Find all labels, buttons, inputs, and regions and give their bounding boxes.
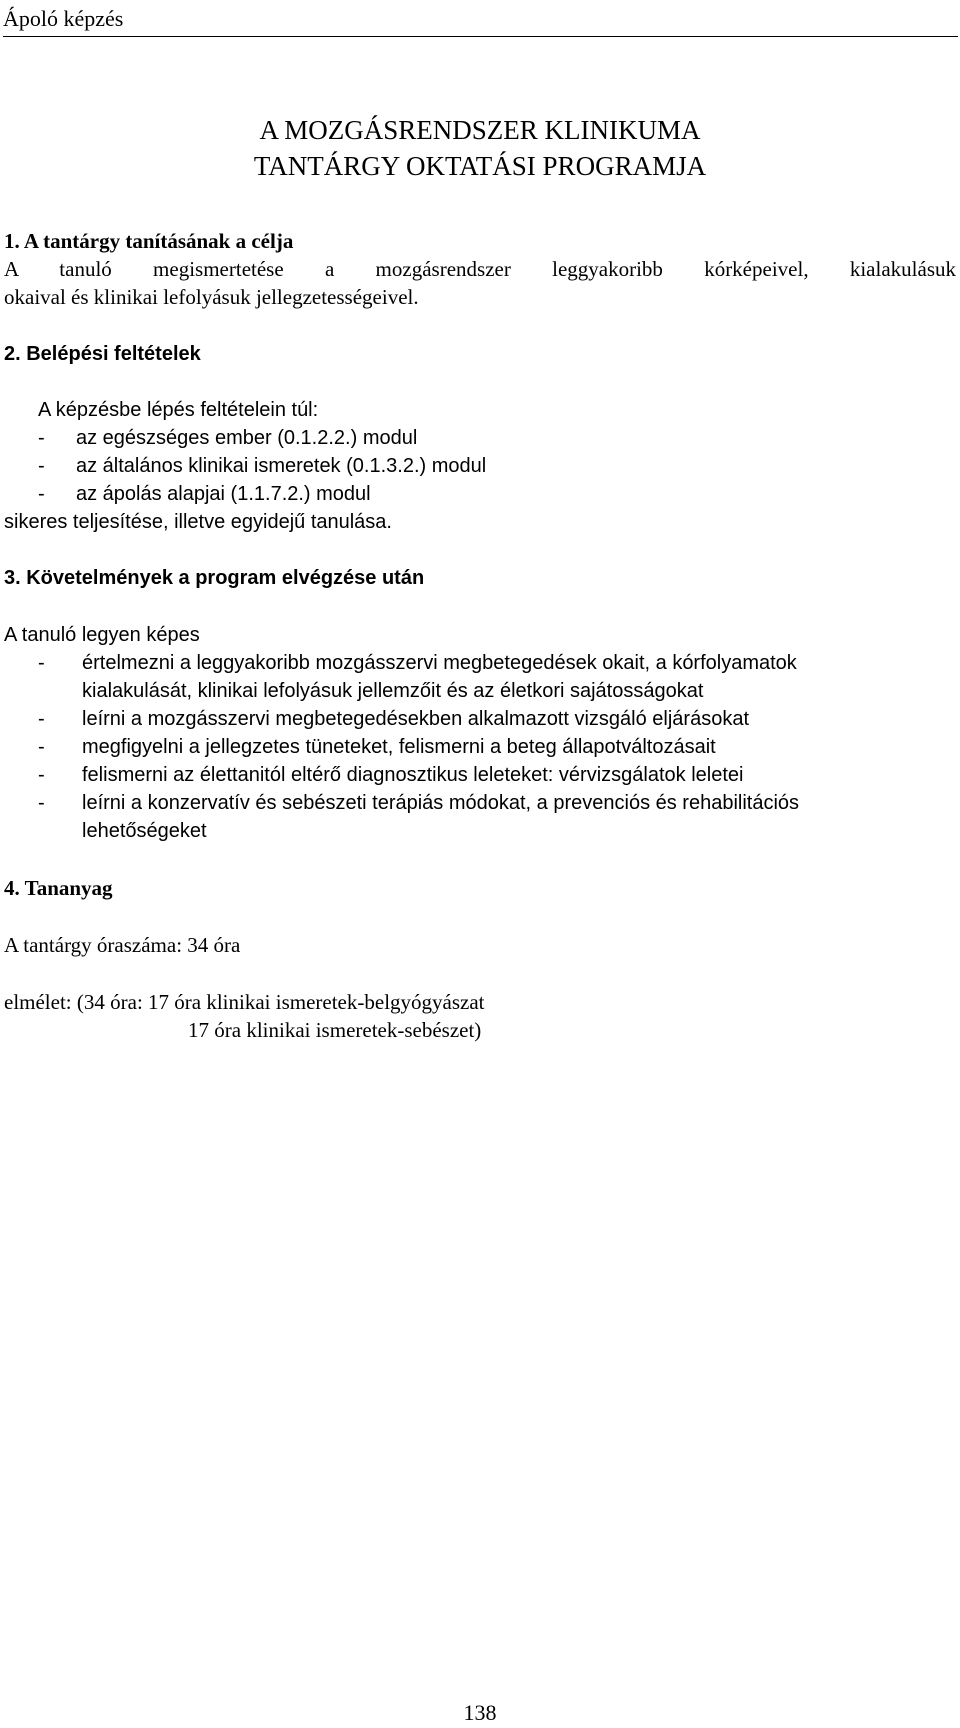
section-2-closing: sikeres teljesítése, illetve egyidejű tanulása.: [4, 511, 392, 533]
section-2-heading: 2. Belépési feltételek: [4, 343, 201, 365]
document-title-line-2: TANTÁRGY OKTATÁSI PROGRAMJA: [253, 151, 707, 181]
requirement-item-line: leírni a mozgásszervi megbetegedésekben alkalmazott vizsgáló eljárásokat: [82, 708, 750, 730]
course-hours: A tantárgy óraszáma: 34 óra: [4, 933, 241, 957]
section-2-intro: A képzésbe lépés feltételein túl:: [38, 399, 319, 421]
entry-condition-item: az általános klinikai ismeretek (0.1.3.2.) modul: [76, 455, 487, 477]
requirement-item-line: felismerni az élettanitól eltérő diagnosztikus leleteket: vérvizsgálatok leletei: [82, 764, 744, 786]
bullet-dash: -: [38, 708, 45, 730]
theory-hours-line-2: 17 óra klinikai ismeretek-sebészet): [188, 1018, 482, 1042]
bullet-dash: -: [38, 455, 45, 477]
entry-condition-item: az ápolás alapjai (1.1.7.2.) modul: [76, 483, 371, 505]
requirement-item-line: kialakulását, klinikai lefolyásuk jellemzőit és az életkori sajátosságokat: [82, 680, 704, 702]
entry-condition-item: az egészséges ember (0.1.2.2.) modul: [76, 427, 418, 449]
bullet-dash: -: [38, 764, 45, 786]
requirement-item-line: lehetőségeket: [82, 820, 207, 842]
bullet-dash: -: [38, 792, 45, 814]
requirement-item-line: leírni a konzervatív és sebészeti terápiás módokat, a prevenciós és rehabilitációs: [82, 792, 800, 814]
section-1-heading: 1. A tantárgy tanításának a célja: [4, 229, 294, 253]
section-3-intro: A tanuló legyen képes: [4, 624, 200, 646]
document-title-line-1: A MOZGÁSRENDSZER KLINIKUMA: [259, 115, 701, 145]
bullet-dash: -: [38, 483, 45, 505]
section-3-heading: 3. Követelmények a program elvégzése után: [4, 567, 425, 589]
bullet-dash: -: [38, 652, 45, 674]
bullet-dash: -: [38, 736, 45, 758]
requirement-item-line: értelmezni a leggyakoribb mozgásszervi megbetegedések okait, a kórfolyamatok: [82, 652, 797, 674]
requirement-item-line: megfigyelni a jellegzetes tüneteket, felismerni a beteg állapotváltozásait: [82, 736, 716, 758]
section-1-text-line-1: A tanuló megismertetése a mozgásrendszer leggyakoribb kórképeivel, kialakulásuk: [4, 257, 956, 281]
section-1-text-line-2: okaival és klinikai lefolyásuk jellegzetességeivel.: [4, 285, 419, 309]
running-header: Ápoló képzés: [3, 4, 958, 37]
section-4-heading: 4. Tananyag: [4, 876, 113, 900]
bullet-dash: -: [38, 427, 45, 449]
theory-hours-line-1: elmélet: (34 óra: 17 óra klinikai ismeretek-belgyógyászat: [4, 990, 485, 1014]
page-number: 138: [463, 1700, 497, 1725]
